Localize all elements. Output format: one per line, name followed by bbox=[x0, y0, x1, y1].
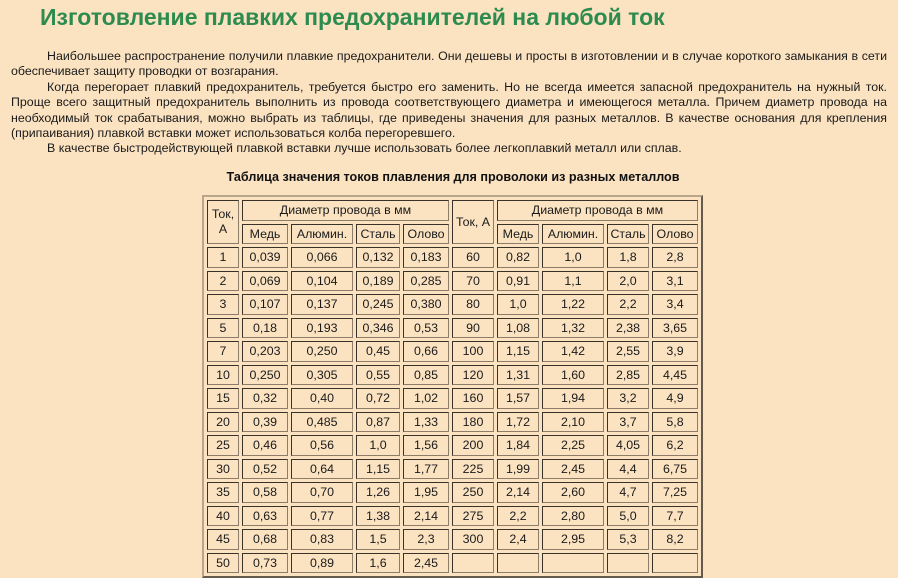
cell-steel: 4,05 bbox=[607, 435, 649, 456]
cell-steel: 0,245 bbox=[356, 294, 400, 315]
header-metal-aluminum: Алюмин. bbox=[542, 224, 604, 245]
cell-current: 70 bbox=[452, 271, 494, 292]
article-text bbox=[11, 49, 887, 157]
cell-steel: 0,189 bbox=[356, 271, 400, 292]
cell-current: 180 bbox=[452, 412, 494, 433]
cell-current: 160 bbox=[452, 388, 494, 409]
cell-tin: 3,4 bbox=[652, 294, 698, 315]
cell-steel: 2,38 bbox=[607, 318, 649, 339]
cell-current: 5 bbox=[207, 318, 239, 339]
cell-copper: 1,0 bbox=[497, 294, 539, 315]
cell-current: 2 bbox=[207, 271, 239, 292]
cell-current: 80 bbox=[452, 294, 494, 315]
cell-aluminum: 0,64 bbox=[291, 459, 353, 480]
cell-tin: 1,56 bbox=[403, 435, 449, 456]
cell-copper: 2,2 bbox=[497, 506, 539, 527]
cell-tin: 6,75 bbox=[652, 459, 698, 480]
cell-current: 20 bbox=[207, 412, 239, 433]
cell-copper: 2,4 bbox=[497, 529, 539, 550]
cell-current: 100 bbox=[452, 341, 494, 362]
cell-tin: 8,2 bbox=[652, 529, 698, 550]
cell-steel: 1,38 bbox=[356, 506, 400, 527]
cell-tin: 3,9 bbox=[652, 341, 698, 362]
cell-copper: 0,63 bbox=[242, 506, 288, 527]
cell-aluminum: 0,77 bbox=[291, 506, 353, 527]
cell-current: 200 bbox=[452, 435, 494, 456]
cell-tin: 3,1 bbox=[652, 271, 698, 292]
cell-aluminum: 0,485 bbox=[291, 412, 353, 433]
cell-copper: 1,15 bbox=[497, 341, 539, 362]
header-metal-tin: Олово bbox=[403, 224, 449, 245]
header-metal-tin: Олово bbox=[652, 224, 698, 245]
cell-steel: 1,6 bbox=[356, 553, 400, 574]
cell-copper: 0,68 bbox=[242, 529, 288, 550]
table-caption: Таблица значения токов плавления для проволоки из разных металлов bbox=[226, 170, 680, 184]
cell-current: 300 bbox=[452, 529, 494, 550]
table-row bbox=[207, 271, 698, 292]
cell-copper: 1,31 bbox=[497, 365, 539, 386]
cell-aluminum: 0,193 bbox=[291, 318, 353, 339]
cell-current: 40 bbox=[207, 506, 239, 527]
cell-steel: 5,3 bbox=[607, 529, 649, 550]
page-title: Изготовление плавких предохранителей на любой ток bbox=[40, 4, 665, 30]
cell-steel: 0,72 bbox=[356, 388, 400, 409]
cell-copper: 0,46 bbox=[242, 435, 288, 456]
cell-tin: 0,53 bbox=[403, 318, 449, 339]
cell-copper: 1,72 bbox=[497, 412, 539, 433]
cell-tin: 7,25 bbox=[652, 482, 698, 503]
cell-tin: 2,45 bbox=[403, 553, 449, 574]
cell-steel: 1,8 bbox=[607, 247, 649, 268]
table-row bbox=[207, 506, 698, 527]
cell-steel: 0,45 bbox=[356, 341, 400, 362]
cell-copper: 0,203 bbox=[242, 341, 288, 362]
table-row bbox=[207, 294, 698, 315]
cell-tin: 0,66 bbox=[403, 341, 449, 362]
table-row bbox=[207, 553, 698, 574]
cell-current: 45 bbox=[207, 529, 239, 550]
header-diameter-right: Диаметр провода в мм bbox=[497, 200, 698, 221]
cell-current: 10 bbox=[207, 365, 239, 386]
cell-copper: 0,73 bbox=[242, 553, 288, 574]
cell-aluminum: 2,80 bbox=[542, 506, 604, 527]
cell-aluminum: 2,10 bbox=[542, 412, 604, 433]
header-metal-copper: Медь bbox=[497, 224, 539, 245]
cell-copper bbox=[497, 553, 539, 574]
cell-steel: 1,0 bbox=[356, 435, 400, 456]
cell-copper: 0,18 bbox=[242, 318, 288, 339]
table-row bbox=[207, 435, 698, 456]
cell-aluminum: 2,45 bbox=[542, 459, 604, 480]
table-row bbox=[207, 412, 698, 433]
cell-steel: 1,5 bbox=[356, 529, 400, 550]
cell-steel: 3,7 bbox=[607, 412, 649, 433]
cell-aluminum bbox=[542, 553, 604, 574]
cell-steel: 2,2 bbox=[607, 294, 649, 315]
cell-current: 60 bbox=[452, 247, 494, 268]
cell-steel: 2,85 bbox=[607, 365, 649, 386]
cell-aluminum: 1,1 bbox=[542, 271, 604, 292]
cell-aluminum: 1,0 bbox=[542, 247, 604, 268]
cell-tin: 5,8 bbox=[652, 412, 698, 433]
cell-current: 225 bbox=[452, 459, 494, 480]
cell-steel: 4,4 bbox=[607, 459, 649, 480]
cell-steel: 0,346 bbox=[356, 318, 400, 339]
cell-tin: 3,65 bbox=[652, 318, 698, 339]
cell-copper: 0,52 bbox=[242, 459, 288, 480]
cell-aluminum: 0,137 bbox=[291, 294, 353, 315]
cell-steel: 1,26 bbox=[356, 482, 400, 503]
paragraph: Наибольшее распространение получили плавкие предохранители. Они дешевы и просты в изготовлении и в случае короткого замыкания в сети обеспечивает защиту проводки от возгарания. bbox=[11, 49, 887, 79]
cell-steel: 0,55 bbox=[356, 365, 400, 386]
cell-copper: 0,82 bbox=[497, 247, 539, 268]
cell-aluminum: 0,250 bbox=[291, 341, 353, 362]
cell-current: 3 bbox=[207, 294, 239, 315]
header-metal-copper: Медь bbox=[242, 224, 288, 245]
cell-copper: 0,069 bbox=[242, 271, 288, 292]
cell-tin: 6,2 bbox=[652, 435, 698, 456]
cell-copper: 0,107 bbox=[242, 294, 288, 315]
cell-aluminum: 0,305 bbox=[291, 365, 353, 386]
cell-current: 275 bbox=[452, 506, 494, 527]
table-row bbox=[207, 459, 698, 480]
cell-copper: 0,91 bbox=[497, 271, 539, 292]
table-row bbox=[207, 365, 698, 386]
cell-steel: 5,0 bbox=[607, 506, 649, 527]
cell-aluminum: 0,89 bbox=[291, 553, 353, 574]
cell-current: 30 bbox=[207, 459, 239, 480]
cell-current bbox=[452, 553, 494, 574]
cell-aluminum: 0,56 bbox=[291, 435, 353, 456]
cell-current: 120 bbox=[452, 365, 494, 386]
cell-current: 50 bbox=[207, 553, 239, 574]
cell-tin: 1,95 bbox=[403, 482, 449, 503]
cell-copper: 0,58 bbox=[242, 482, 288, 503]
cell-tin: 0,183 bbox=[403, 247, 449, 268]
fuse-current-table bbox=[202, 195, 703, 578]
cell-steel: 2,0 bbox=[607, 271, 649, 292]
header-metal-steel: Сталь bbox=[607, 224, 649, 245]
table-row bbox=[207, 388, 698, 409]
cell-tin: 0,85 bbox=[403, 365, 449, 386]
cell-aluminum: 0,066 bbox=[291, 247, 353, 268]
table-row bbox=[207, 318, 698, 339]
cell-aluminum: 0,40 bbox=[291, 388, 353, 409]
cell-current: 25 bbox=[207, 435, 239, 456]
cell-steel: 4,7 bbox=[607, 482, 649, 503]
cell-steel bbox=[607, 553, 649, 574]
cell-tin: 2,14 bbox=[403, 506, 449, 527]
table-row bbox=[207, 341, 698, 362]
cell-current: 1 bbox=[207, 247, 239, 268]
cell-copper: 1,08 bbox=[497, 318, 539, 339]
table-row bbox=[207, 247, 698, 268]
cell-tin: 2,8 bbox=[652, 247, 698, 268]
cell-tin: 4,45 bbox=[652, 365, 698, 386]
cell-aluminum: 1,42 bbox=[542, 341, 604, 362]
cell-aluminum: 1,22 bbox=[542, 294, 604, 315]
cell-tin: 1,02 bbox=[403, 388, 449, 409]
header-metal-steel: Сталь bbox=[356, 224, 400, 245]
cell-aluminum: 0,83 bbox=[291, 529, 353, 550]
cell-current: 90 bbox=[452, 318, 494, 339]
cell-steel: 3,2 bbox=[607, 388, 649, 409]
cell-tin: 0,380 bbox=[403, 294, 449, 315]
header-current-right: Ток, А bbox=[452, 200, 494, 244]
cell-aluminum: 0,70 bbox=[291, 482, 353, 503]
cell-aluminum: 2,95 bbox=[542, 529, 604, 550]
cell-aluminum: 2,60 bbox=[542, 482, 604, 503]
cell-steel: 0,87 bbox=[356, 412, 400, 433]
cell-current: 35 bbox=[207, 482, 239, 503]
cell-steel: 2,55 bbox=[607, 341, 649, 362]
paragraph: Когда перегорает плавкий предохранитель, требуется быстро его заменить. Но не всегда имеется запасной предохранитель на нужный ток. Проще всего защитный предохранитель выполнить из провода соответствующего диаметра и имеющегося металла. Причем диаметр провода на необходимый ток срабатывания, можно выбрать из таблицы, где приведены значения для разных металлов. В качестве основания для крепления (припаивания) плавкой вставки может использоваться колба перегоревшего. bbox=[11, 79, 887, 141]
cell-aluminum: 1,32 bbox=[542, 318, 604, 339]
cell-copper: 1,84 bbox=[497, 435, 539, 456]
cell-tin: 1,33 bbox=[403, 412, 449, 433]
cell-aluminum: 2,25 bbox=[542, 435, 604, 456]
header-diameter-left: Диаметр провода в мм bbox=[242, 200, 449, 221]
cell-tin: 2,3 bbox=[403, 529, 449, 550]
paragraph: В качестве быстродействующей плавкой вставки лучше использовать более легкоплавкий металл или сплав. bbox=[47, 141, 682, 156]
cell-current: 250 bbox=[452, 482, 494, 503]
table-header-row bbox=[207, 200, 698, 221]
fuse-table-wrapper bbox=[202, 195, 703, 578]
cell-copper: 0,250 bbox=[242, 365, 288, 386]
cell-copper: 1,99 bbox=[497, 459, 539, 480]
cell-tin bbox=[652, 553, 698, 574]
cell-copper: 0,32 bbox=[242, 388, 288, 409]
cell-tin: 1,77 bbox=[403, 459, 449, 480]
table-row bbox=[207, 529, 698, 550]
cell-tin: 4,9 bbox=[652, 388, 698, 409]
cell-current: 7 bbox=[207, 341, 239, 362]
table-row bbox=[207, 482, 698, 503]
cell-steel: 1,15 bbox=[356, 459, 400, 480]
cell-current: 15 bbox=[207, 388, 239, 409]
header-metal-aluminum: Алюмин. bbox=[291, 224, 353, 245]
cell-aluminum: 1,60 bbox=[542, 365, 604, 386]
header-current-left: Ток, А bbox=[207, 200, 239, 244]
cell-aluminum: 0,104 bbox=[291, 271, 353, 292]
cell-copper: 1,57 bbox=[497, 388, 539, 409]
cell-tin: 7,7 bbox=[652, 506, 698, 527]
cell-copper: 2,14 bbox=[497, 482, 539, 503]
cell-copper: 0,039 bbox=[242, 247, 288, 268]
cell-copper: 0,39 bbox=[242, 412, 288, 433]
cell-aluminum: 1,94 bbox=[542, 388, 604, 409]
cell-steel: 0,132 bbox=[356, 247, 400, 268]
cell-tin: 0,285 bbox=[403, 271, 449, 292]
